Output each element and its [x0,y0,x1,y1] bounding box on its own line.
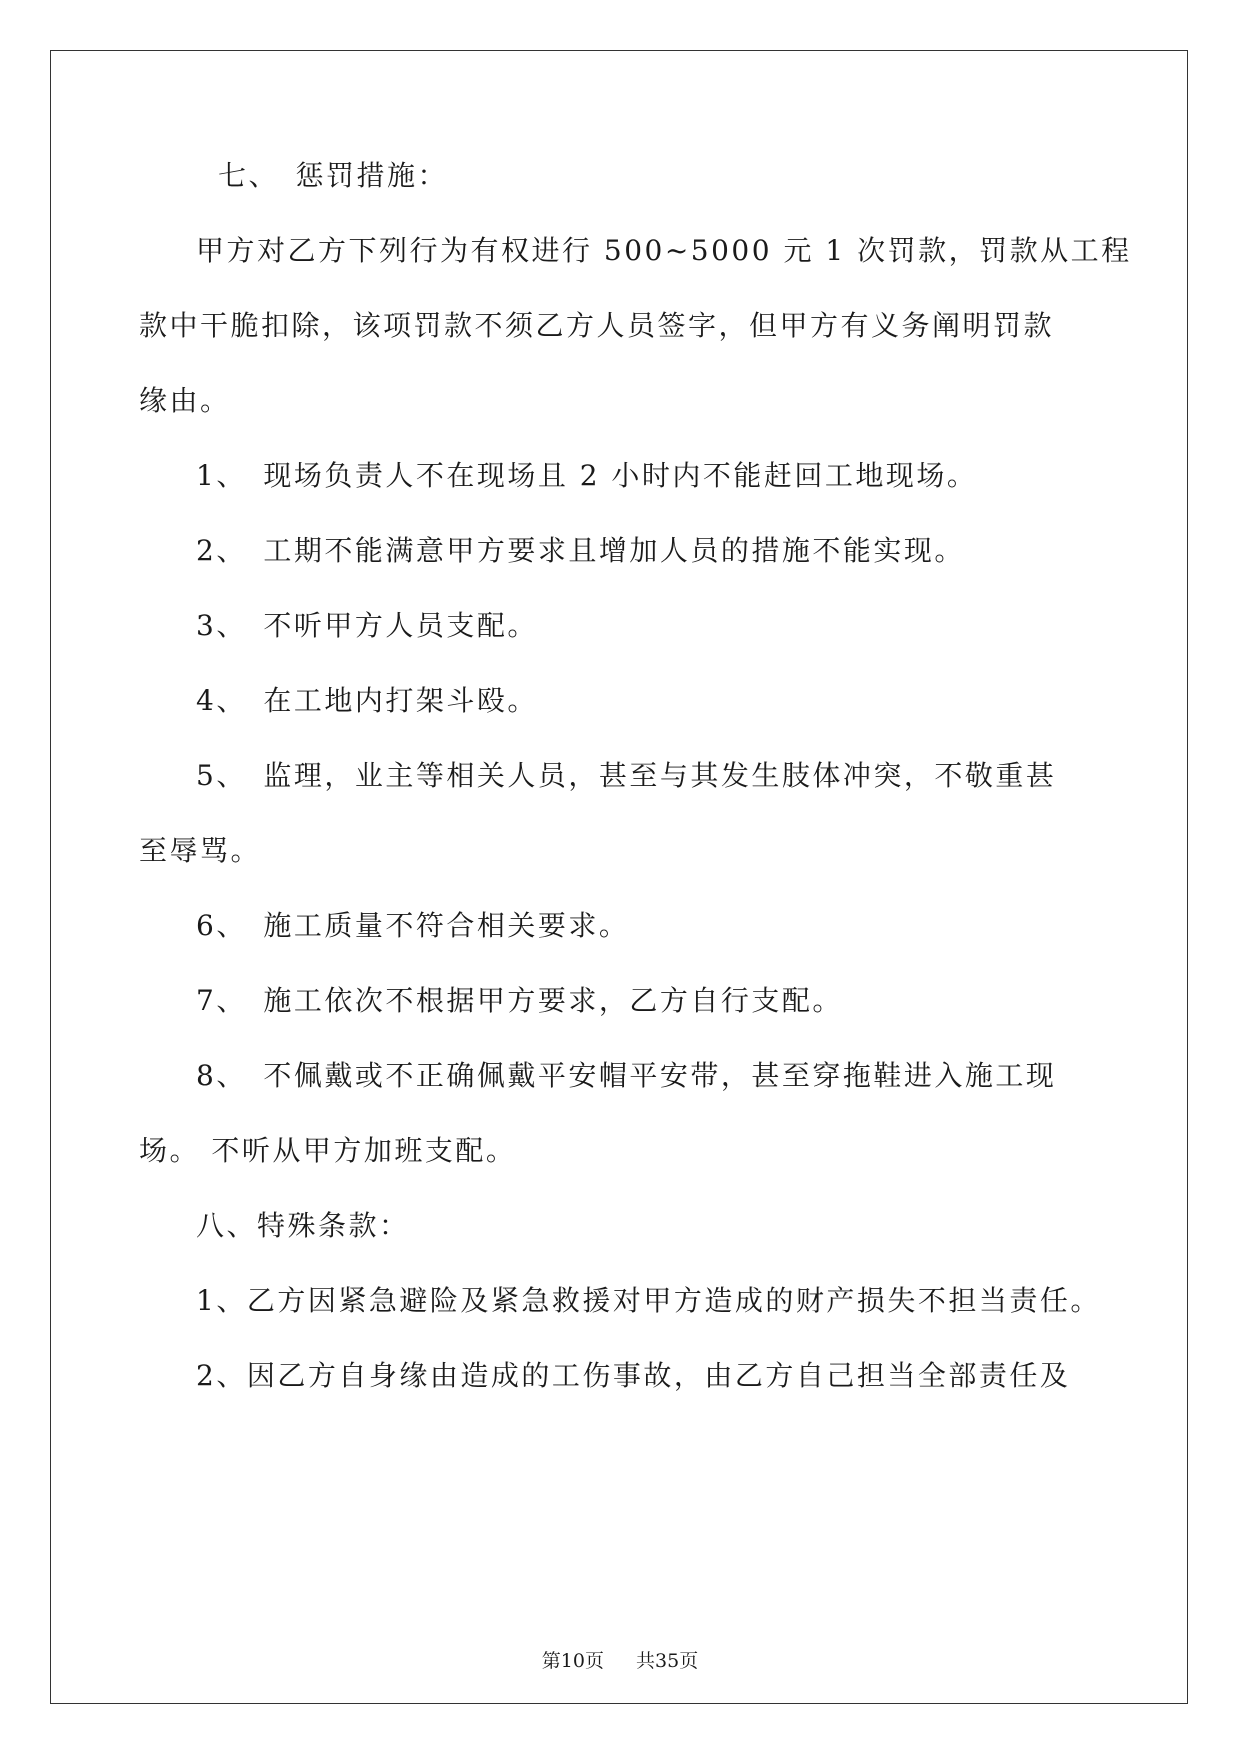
page-footer [51,1649,1189,1673]
paragraph-line: 款中干脆扣除，该项罚款不须乙方人员签字，但甲方有义务阐明罚款 [139,309,1055,342]
list-item: 4、 在工地内打架斗殴。 [196,684,538,717]
paragraph-line: 甲方对乙方下列行为有权进行 500~5000 元 1 次罚款，罚款从工程 [196,234,1132,267]
page-frame [50,50,1188,1704]
list-item: 1、乙方因紧急避险及紧急救援对甲方造成的财产损失不担当责任。 [196,1284,1101,1317]
list-item: 5、 监理，业主等相关人员，甚至与其发生肢体冲突，不敬重甚 [196,759,1057,792]
section-heading-7: 七、 惩罚措施： [218,159,449,192]
list-item: 1、 现场负责人不在现场且 2 小时内不能赶回工地现场。 [196,459,978,492]
list-item: 2、 工期不能满意甲方要求且增加人员的措施不能实现。 [196,534,965,567]
paragraph-line: 缘由。 [139,384,231,417]
list-item: 7、 施工依次不根据甲方要求，乙方自行支配。 [196,984,843,1017]
section-heading-8: 八、特殊条款： [196,1209,410,1242]
list-item: 6、 施工质量不符合相关要求。 [196,909,630,942]
list-item: 2、因乙方自身缘由造成的工伤事故，由乙方自己担当全部责任及 [196,1359,1071,1392]
page-number-total: 共35页 [636,1650,699,1672]
list-item: 3、 不听甲方人员支配。 [196,609,538,642]
list-item-continuation: 至辱骂。 [139,834,262,867]
page-number-current: 第10页 [541,1650,604,1672]
list-item: 8、 不佩戴或不正确佩戴平安帽平安带，甚至穿拖鞋进入施工现 [196,1059,1057,1092]
list-item-continuation: 场。 不听从甲方加班支配。 [139,1134,517,1167]
